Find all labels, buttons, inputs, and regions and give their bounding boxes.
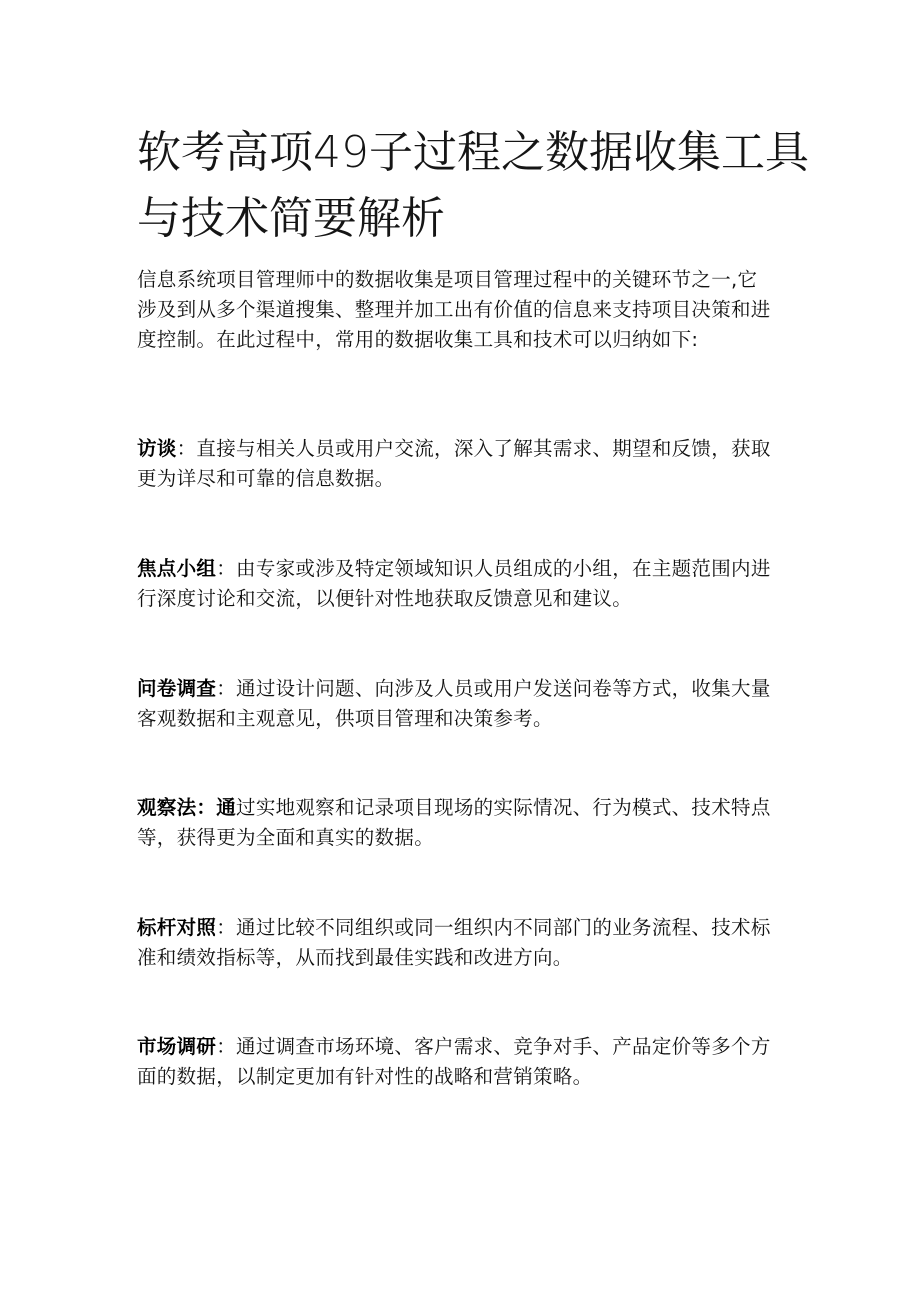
section-focus-group [137,554,787,614]
section-line-2: 客观数据和主观意见，供项目管理和决策参考。 [137,707,553,730]
term-separator: ： [216,916,237,939]
section-term: 市场调研 [137,1035,217,1058]
section-line-2: 等，获得更为全面和真实的数据。 [137,826,435,849]
section-line-1 [137,554,787,584]
section-text: 通过调查市场环境、客户需求、竞争对手、产品定价等多个方 [236,1035,771,1058]
section-term: 问卷调查 [137,677,217,700]
term-separator: ： [216,1035,237,1058]
section-text: 由专家或涉及特定领域知识人员组成的小组，在主题范围内进 [236,557,771,580]
intro-line-2: 涉及到从多个渠道搜集、整理并加工出有价值的信息来支持项目决策和进 [137,298,771,321]
section-line-1 [137,913,787,943]
section-text: 过实地观察和记录项目现场的实际情况、行为模式、技术特点 [236,796,771,819]
intro-line-3: 度控制。在此过程中，常用的数据收集工具和技术可以归纳如下: [137,328,699,351]
section-line-2: 行深度讨论和交流，以便针对性地获取反馈意见和建议。 [137,587,633,610]
section-questionnaire [137,674,787,734]
intro-paragraph [137,265,787,355]
title-line-2: 与技术简要解析 [137,193,445,244]
section-term: 观察法：通 [137,796,237,819]
intro-line-1: 信息系统项目管理师中的数据收集是项目管理过程中的关键环节之一,它 [137,268,758,291]
section-term: 焦点小组 [137,557,217,580]
section-benchmarking [137,913,787,973]
term-separator: ： [176,437,197,460]
document-title [137,120,809,252]
section-term: 访谈 [137,437,177,460]
section-line-2: 面的数据，以制定更加有针对性的战略和营销策略。 [137,1065,593,1088]
term-separator: ： [216,677,237,700]
section-line-1 [137,793,787,823]
section-line-1 [137,434,787,464]
section-text: 通过比较不同组织或同一组织内不同部门的业务流程、技术标 [236,916,771,939]
section-line-1 [137,674,787,704]
title-line-1: 软考高项49子过程之数据收集工具 [137,127,809,178]
section-observation [137,793,787,853]
section-market-research [137,1032,787,1092]
section-line-2: 准和绩效指标等，从而找到最佳实践和改进方向。 [137,946,573,969]
section-text: 通过设计问题、向涉及人员或用户发送问卷等方式，收集大量 [236,677,771,700]
section-line-2: 更为详尽和可靠的信息数据。 [137,467,395,490]
section-text: 直接与相关人员或用户交流，深入了解其需求、期望和反馈，获取 [196,437,771,460]
section-interview [137,434,787,494]
term-separator: ： [216,557,237,580]
section-line-1 [137,1032,787,1062]
section-term: 标杆对照 [137,916,217,939]
